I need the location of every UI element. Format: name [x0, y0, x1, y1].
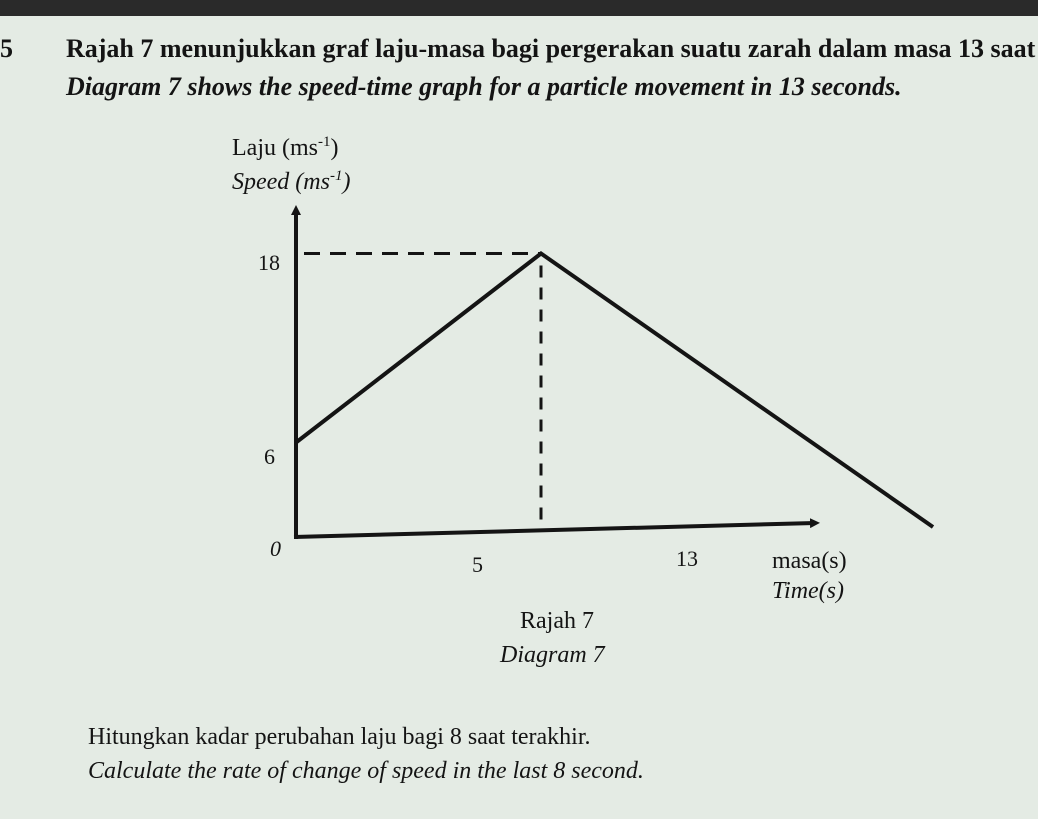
task-text-malay: Hitungkan kadar perubahan laju bagi 8 saat terakhir. [88, 724, 591, 750]
y-axis-label-english: Speed $(ms^{-1})$ [232, 168, 351, 195]
y-axis-label-malay: Laju $(ms^{-1})$ [232, 134, 339, 161]
diagram-caption-english: Diagram 7 [500, 642, 605, 668]
question-text-english: Diagram 7 shows the speed-time graph for a particle movement in 13 seconds. [66, 72, 902, 101]
x-axis [294, 523, 815, 537]
diagram-caption-malay: Rajah 7 [520, 608, 594, 634]
origin-label: 0 [270, 536, 281, 561]
y-tick-label-6: 6 [264, 444, 275, 469]
x-tick-label-13: 13 [676, 546, 698, 571]
x-axis-label-english: Time(s) [772, 578, 844, 604]
x-tick-label-5: 5 [472, 552, 483, 577]
task-text-english: Calculate the rate of change of speed in the last 8 second. [88, 758, 644, 784]
x-axis-label-malay: masa(s) [772, 548, 847, 574]
question-text-malay: Rajah 7 menunjukkan graf laju-masa bagi pergerakan suatu zarah dalam masa 13 saat [66, 34, 1036, 63]
question-number: 5 [0, 34, 13, 63]
y-tick-label-18: 18 [258, 250, 280, 275]
speed-series-line [296, 254, 933, 528]
